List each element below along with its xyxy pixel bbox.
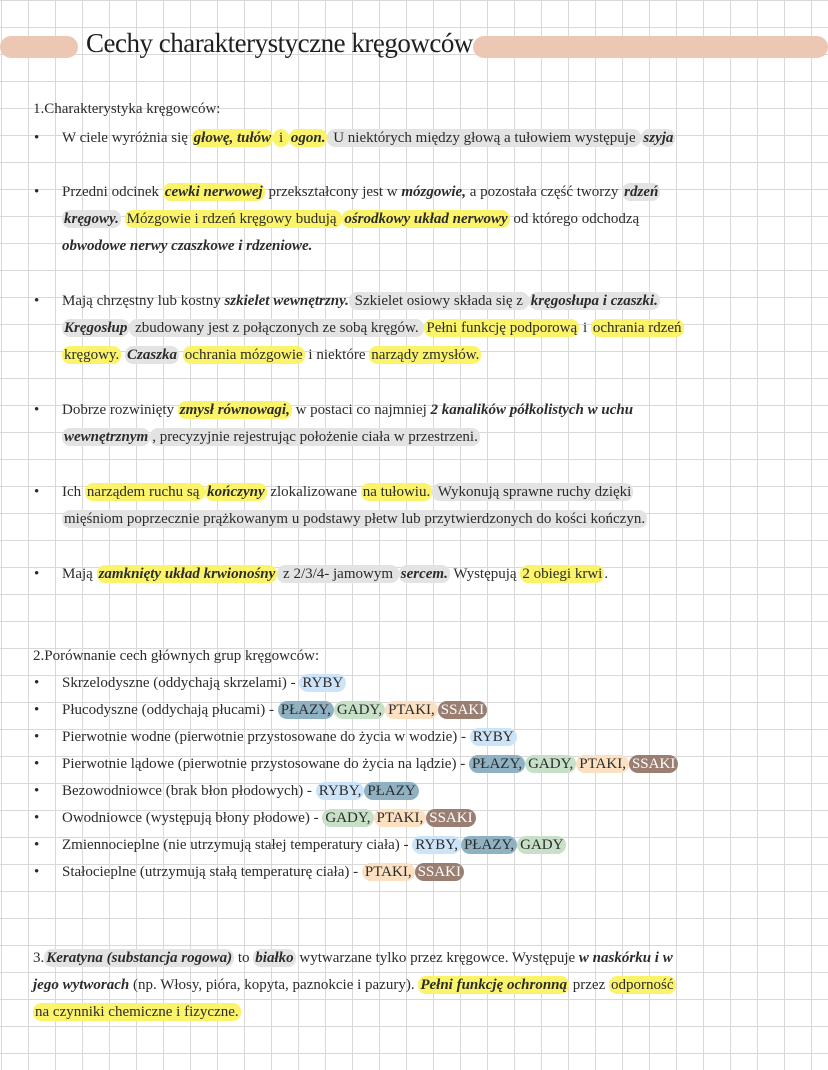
section3-line2: jego wytworach (np. Włosy, pióra, kopyta, paznokcie i pazury). Pełni funkcję ochronną przez odporność — [33, 977, 674, 993]
tag-ryby: RYBY, — [412, 836, 461, 854]
title-bar-left — [0, 36, 78, 58]
title-bar-right — [473, 36, 828, 58]
tag-ssaki: SSAKI — [426, 809, 475, 827]
tag-ptaki: PTAKI, — [576, 755, 629, 773]
tag-ryby: RYBY — [470, 728, 517, 746]
section1-bullet3-line1: Mają chrzęstny lub kostny szkielet wewnętrzny. Szkielet osiowy składa się z kręgosłupa i czaszki. — [62, 293, 658, 309]
tag-ryby: RYBY, — [316, 782, 365, 800]
bullet-dot: • — [34, 293, 40, 309]
section3-line1: 3. Keratyna (substancja rogowa) to białko wytwarzane tylko przez kręgowce. Występuje w naskórku i w — [33, 950, 673, 966]
section1-bullet2-line3: obwodowe nerwy czaszkowe i rdzeniowe. — [62, 238, 313, 254]
tag-ptaki: PTAKI, — [362, 863, 415, 881]
section2-row-5: Bezowodniowce (brak błon płodowych) - RYBY, PŁAZY — [62, 781, 419, 801]
bullet-dot: • — [34, 729, 40, 745]
bullet-dot: • — [34, 756, 40, 772]
section2-row-8: Stałocieplne (utrzymują stałą temperaturę ciała) - PTAKI, SSAKI — [62, 862, 464, 882]
section2-row-1: Skrzelodyszne (oddychają skrzelami) - RYBY — [62, 673, 346, 693]
bullet-dot: • — [34, 837, 40, 853]
section1-bullet4-line2: wewnętrznym , precyzyjnie rejestrując położenie ciała w przestrzeni. — [64, 429, 478, 445]
tag-plazy: PŁAZY, — [469, 755, 525, 773]
tag-gady: GADY, — [334, 701, 385, 719]
section2-heading: 2.Porównanie cech głównych grup kręgowców: — [33, 648, 320, 664]
section2-row-4: Pierwotnie lądowe (pierwotnie przystosowane do życia na lądzie) - PŁAZY, GADY, PTAKI, SSAKI — [62, 754, 678, 774]
section3-line3: na czynniki chemiczne i fizyczne. — [35, 1004, 239, 1020]
section2-row-7: Zmiennocieplne (nie utrzymują stałej temperatury ciała) - RYBY, PŁAZY, GADY — [62, 835, 566, 855]
tag-ptaki: PTAKI, — [374, 809, 427, 827]
section1-heading: 1.Charakterystyka kręgowców: — [33, 101, 221, 117]
tag-plazy: PŁAZY, — [461, 836, 517, 854]
tag-gady: GADY, — [322, 809, 373, 827]
bullet-dot: • — [34, 484, 40, 500]
tag-ssaki: SSAKI — [438, 701, 487, 719]
section1-bullet3-line2: Kręgosłup zbudowany jest z połączonych ze sobą kręgów. Pełni funkcję podporową i ochrania rdzeń — [64, 320, 682, 336]
section1-bullet3-line3: kręgowy. Czaszka ochrania mózgowie i niektóre narządy zmysłów. — [64, 347, 480, 363]
tag-ssaki: SSAKI — [415, 863, 464, 881]
section2-row-6: Owodniowce (występują błony płodowe) - GADY, PTAKI, SSAKI — [62, 808, 476, 828]
tag-plazy: PŁAZY — [364, 782, 418, 800]
bullet-dot: • — [34, 130, 40, 146]
bullet-dot: • — [34, 184, 40, 200]
bullet-dot: • — [34, 566, 40, 582]
section1-bullet5-line2: mięśniom poprzecznie prążkowanym u podstawy płetw lub przytwierdzonych do kości kończyn. — [64, 511, 646, 527]
section1-bullet2-line2: kręgowy. Mózgowie i rdzeń kręgowy budują ośrodkowy układ nerwowy od którego odchodzą — [64, 211, 640, 227]
section1-bullet6-line1: Mają zamknięty układ krwionośny z 2/3/4- jamowym sercem. Występują 2 obiegi krwi . — [62, 566, 609, 582]
tag-ryby: RYBY — [299, 674, 346, 692]
page-title: Cechy charakterystyczne kręgowców — [86, 28, 473, 58]
tag-gady: GADY — [517, 836, 566, 854]
section2-row-2: Płucodyszne (oddychają płucami) - PŁAZY, GADY, PTAKI, SSAKI — [62, 700, 487, 720]
tag-ssaki: SSAKI — [629, 755, 678, 773]
section1-bullet2-line1: Przedni odcinek cewki nerwowej przekształcony jest w mózgowie, a pozostała część tworzy rdzeń — [62, 184, 659, 200]
section1-bullet5-line1: Ich narządem ruchu są kończyny zlokalizowane na tułowiu. Wykonują sprawne ruchy dzięki — [62, 484, 632, 500]
bullet-dot: • — [34, 810, 40, 826]
tag-ptaki: PTAKI, — [385, 701, 438, 719]
bullet-dot: • — [34, 783, 40, 799]
bullet-dot: • — [34, 675, 40, 691]
bullet-dot: • — [34, 864, 40, 880]
tag-plazy: PŁAZY, — [278, 701, 334, 719]
section2-row-3: Pierwotnie wodne (pierwotnie przystosowane do życia w wodzie) - RYBY — [62, 727, 517, 747]
section1-bullet1-line1: W ciele wyróżnia się głowę, tułów i ogon. U niektórych między głową a tułowiem występuje szyja — [62, 130, 674, 146]
section1-bullet4-line1: Dobrze rozwinięty zmysł równowagi, w postaci co najmniej 2 kanalików półkolistych w uchu — [62, 402, 634, 418]
bullet-dot: • — [34, 702, 40, 718]
tag-gady: GADY, — [525, 755, 576, 773]
bullet-dot: • — [34, 402, 40, 418]
